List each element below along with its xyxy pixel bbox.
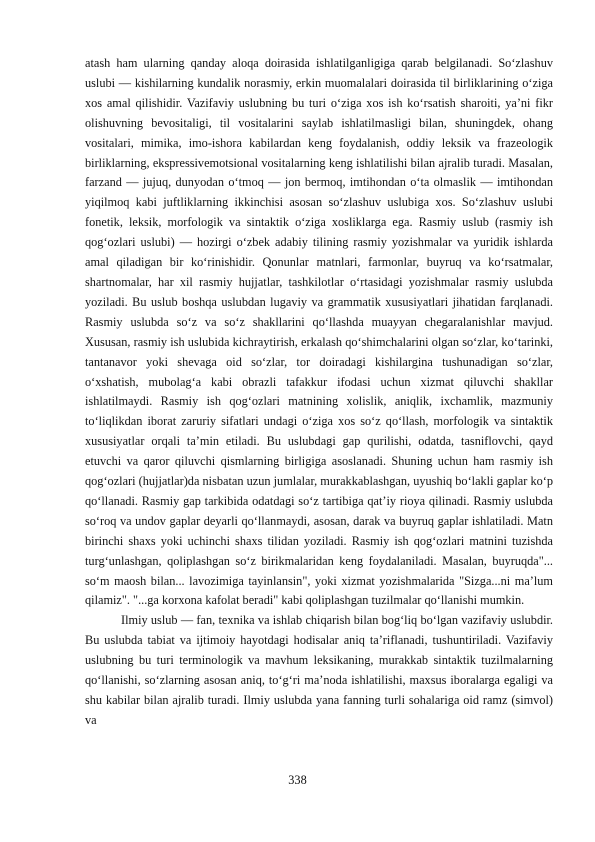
page-number: 338 [288,773,307,787]
body-text [85,54,553,731]
paragraph-formal-style: atash ham ularning qanday aloqa doirasida ishlatilganligiga qarab belgilanadi. So‘zlashuv uslubi — kishilarning kundalik norasmiy, erkin muomalalari doirasida til birliklarining o‘ziga xos amal qilishidir. Vazifaviy uslubning bu turi o‘ziga xos ish ko‘rsatish sharoiti, ya’ni fikr olishuvning bevositaligi, til vositalarini saylab ishlatilmasligi bilan, shuningdek, ohang vositalari, mimika, imo-ishora kabilardan keng foydalanish, oddiy leksik va frazeologik birliklarning, ekspressivemotsional vositalarning keng ishlatilishi bilan ajralib turadi. Masalan, farzand — jujuq, dunyodan o‘tmoq — jon bermoq, imtihondan o‘ta olmaslik — imtihondan yiqilmoq kabi juftliklarning ikkinchisi asosan so‘zlashuv uslubiga xos. So‘zlashuv uslubi fonetik, leksik, morfologik va sintaktik o‘ziga xosliklarga ega. Rasmiy uslub (rasmiy ish qog‘ozlari uslubi) — hozirgi o‘zbek adabiy tilining rasmiy yozishmalar va yuridik ishlarda amal qiladigan bir ko‘rinishidir. Qonunlar matnlari, farmonlar, buyruq va ko‘rsatmalar, shartnomalar, har xil rasmiy hujjatlar, tashkilotlar o‘rtasidagi yozishmalar rasmiy uslubda yoziladi. Bu uslub boshqa uslubdan lugaviy va grammatik xususiyatlari jihatidan farqlanadi. Rasmiy uslubda so‘z va so‘z shakllarini qo‘llashda muayyan chegaralanishlar mavjud. Xususan, rasmiy ish uslubida kichraytirish, erkalash qo‘shimchalarini olgan so‘zlar, ko‘tarinki, tantanavor yoki shevaga oid so‘zlar, tor doiradagi kishilargina tushunadigan so‘zlar, o‘xshatish, mubolag‘a kabi obrazli tafakkur ifodasi uchun xizmat qiluvchi shakllar ishlatilmaydi. Rasmiy ish qog‘ozlari matnining xolislik, aniqlik, ixchamlik, mazmuniy to‘liqlikdan iborat zaruriy sifatlari undagi o‘ziga xos so‘z qo‘llash, morfologik va sintaktik xususiyatlar orqali ta’min etiladi. Bu uslubdagi gap qurilishi, odatda, tasniflovchi, qayd etuvchi va qaror qiluvchi qismlarning birligiga asoslanadi. Shuning uchun ham rasmiy ish qog‘ozlari (hujjatlar)da nisbatan uzun jumlalar, murakkablashgan, uyushiq bo‘lakli gaplar ko‘p qo‘llanadi. Rasmiy gap tarkibida odatdagi so‘z tartibiga qat’iy rioya qilinadi. Rasmiy uslubda so‘roq va undov gaplar deyarli qo‘llanmaydi, asosan, darak va buyruq gaplar ishlatiladi. Matn birinchi shaxs yoki uchinchi shaxs tilidan yoziladi. Rasmiy ish qog‘ozlari matnini tuzishda turg‘unlashgan, qoliplashgan so‘z birikmalaridan keng foydalaniladi. Masalan, buyruqda"... so‘m maosh bilan... lavozimiga tayinlansin", yoki xizmat yozishmalarida "Sizga...ni ma’lum qilamiz". "...ga korxona kafolat beradi" kabi qoliplashgan tuzilmalar qo‘llanishi mumkin. [85,56,553,608]
paragraph-scientific-style: Ilmiy uslub — fan, texnika va ishlab chiqarish bilan bog‘liq bo‘lgan vazifaviy uslubdir. Bu uslubda tabiat va ijtimoiy hayotdagi hodisalar aniq ta’riflanadi, tushuntiriladi. Vazifaviy uslubning bu turi terminologik va mavhum leksikaning, murakkab sintaktik tuzilmalarning qo‘llanishi, so‘zlarning asosan aniq, to‘g‘ri ma’noda ishlatilishi, maxsus iboralarga egaligi va shu kabilar bilan ajralib turadi. Ilmiy uslubda yana fanning turli sohalariga oid ramz (simvol) va [85,613,553,727]
